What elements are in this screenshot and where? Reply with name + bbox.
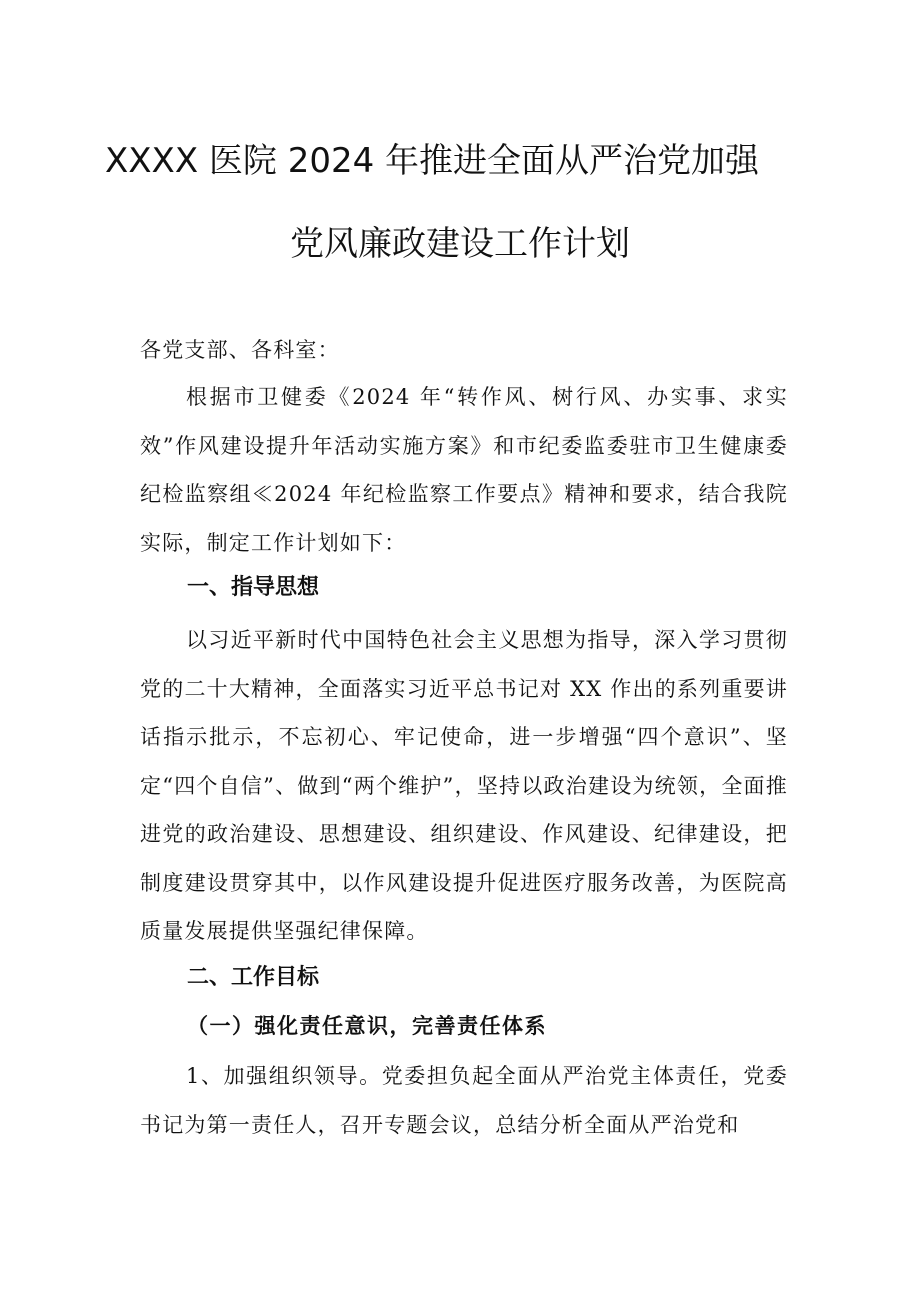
item-1-paragraph: 1、加强组织领导。党委担负起全面从严治党主体责任，党委书记为第一责任人，召开专题会议，总结分析全面从严治党和 (140, 1064, 788, 1137)
subsection-heading-responsibility: （一）强化责任意识，完善责任体系 (187, 1013, 547, 1038)
section-heading-guiding-thought: 一、指导思想 (187, 575, 320, 600)
section-heading-work-goals: 二、工作目标 (187, 965, 320, 990)
guiding-thought-paragraph: 以习近平新时代中国特色社会主义思想为指导，深入学习贯彻党的二十大精神，全面落实习近平总书记对 XX 作出的系列重要讲话指示批示，不忘初心、牢记使命，进一步增强“四个意识”、坚定“四个自信”、做到“两个维护”，坚持以政治建设为统领，全面推进党的政治建设、思想建设、组织建设、作风建设、纪律建设，把制度建设贯穿其中，以作风建设提升促进医疗服务改善，为医院高质量发展提供坚强纪律保障。 (140, 628, 788, 943)
document-title-line-2: 党风廉政建设工作计划 (290, 224, 630, 264)
document-title-line-1: XXXX 医院 2024 年推进全面从严治党加强 (104, 141, 760, 181)
intro-paragraph: 根据市卫健委《2024 年“转作风、树行风、办实事、求实效”作风建设提升年活动实施方案》和市纪委监委驻市卫生健康委纪检监察组≪2024 年纪检监察工作要点》精神和要求，结合我院实际，制定工作计划如下： (140, 385, 788, 555)
salutation: 各党支部、各科室： (140, 338, 340, 362)
